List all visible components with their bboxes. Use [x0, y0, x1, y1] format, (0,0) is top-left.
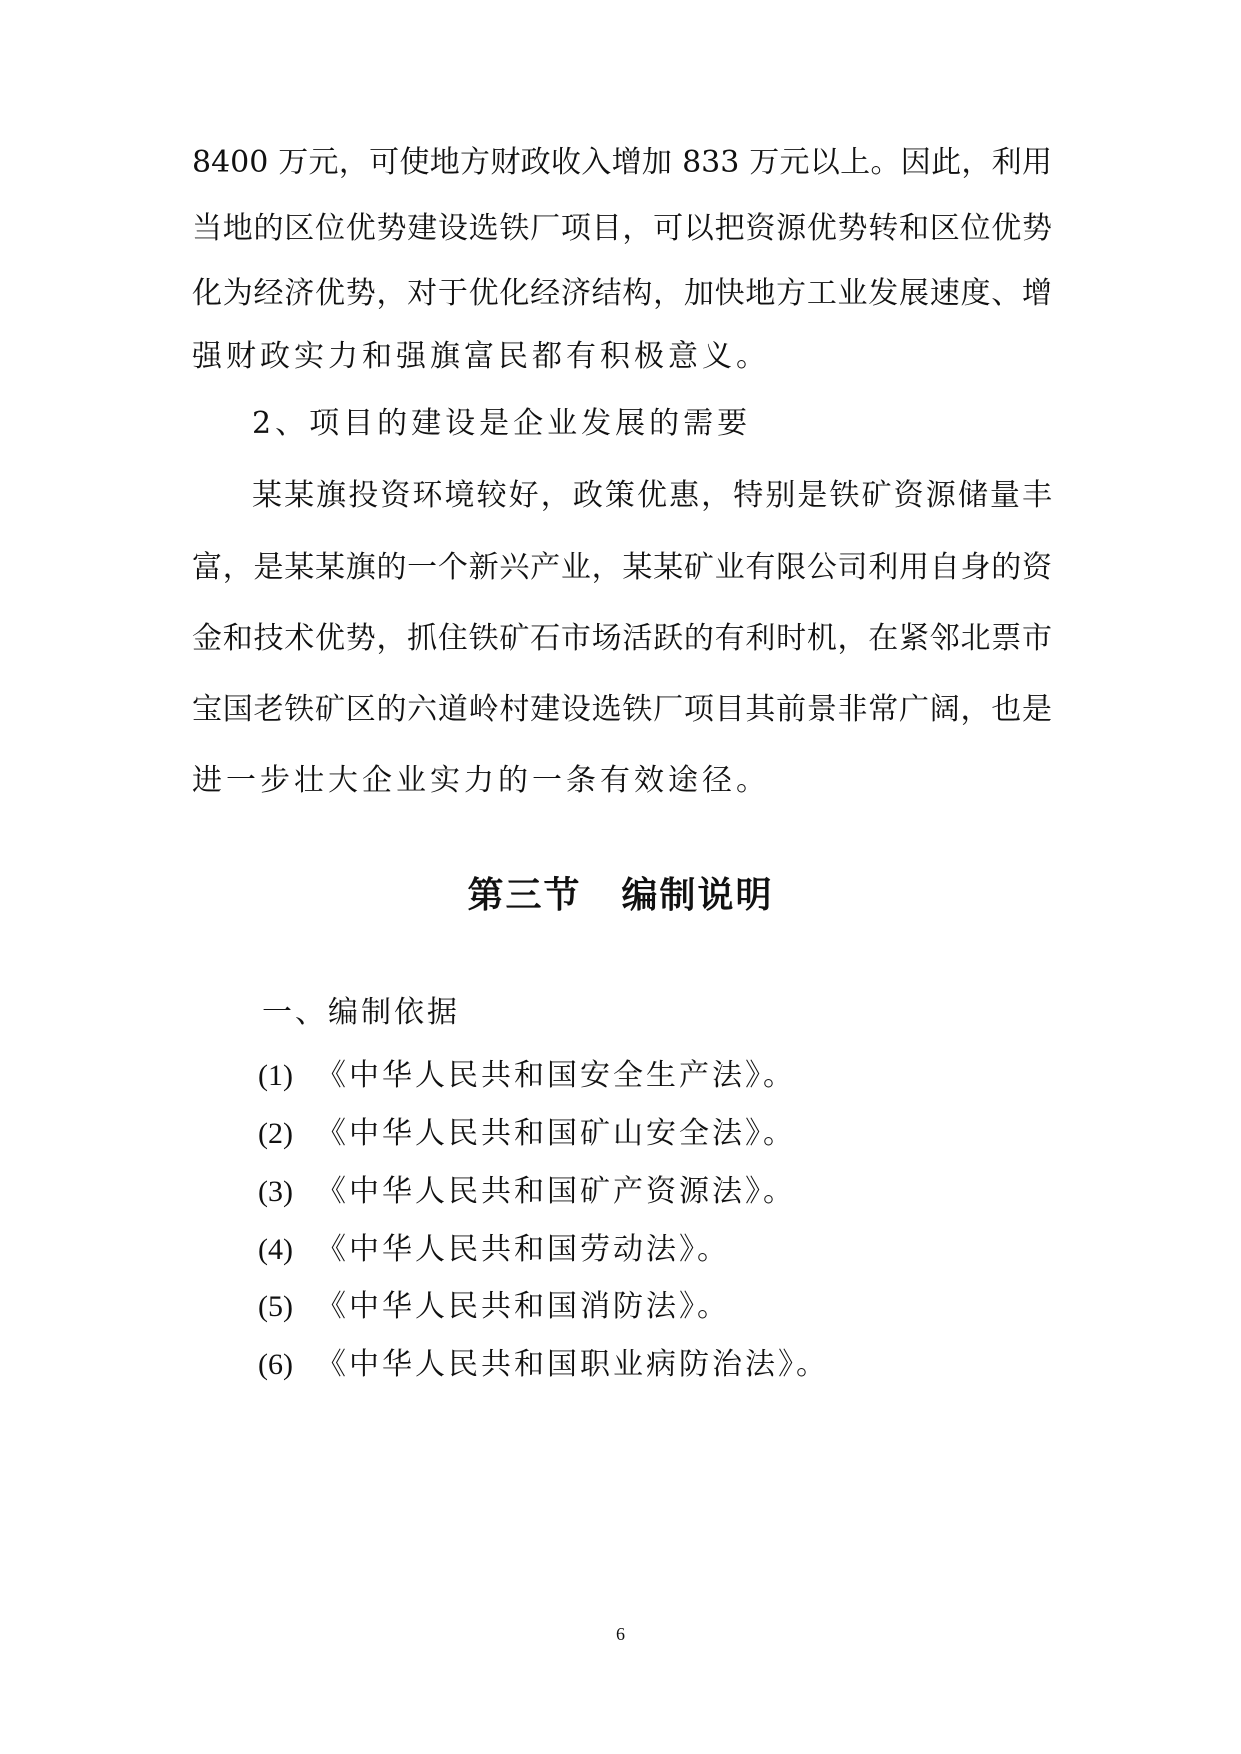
page-number: 6: [616, 1624, 625, 1644]
paragraph-line: 强财政实力和强旗富民都有积极意义。: [192, 339, 770, 374]
paragraph-line: 宝国老铁矿区的六道岭村建设选铁厂项目其前景非常广阔，也是: [192, 692, 1052, 727]
paragraph-line: 金和技术优势，抓住铁矿石市场活跃的有利时机，在紧邻北票市: [192, 621, 1052, 656]
list-item: [258, 1172, 796, 1212]
paragraph-line: 富，是某某旗的一个新兴产业，某某矿业有限公司利用自身的资: [192, 550, 1052, 585]
list-item-number: (5): [258, 1290, 293, 1323]
paragraph-line: 进一步壮大企业实力的一条有效途径。: [192, 763, 770, 798]
list-item-number: (6): [258, 1348, 293, 1381]
list-item: [258, 1230, 730, 1270]
list-item: [258, 1287, 730, 1327]
list-item-text: 《中华人民共和国矿山安全法》。: [316, 1116, 796, 1151]
subheading: 2、项目的建设是企业发展的需要: [252, 406, 752, 441]
list-item-number: (2): [258, 1117, 293, 1150]
section-title: 编制说明: [621, 875, 774, 916]
list-item: [258, 1056, 796, 1096]
list-item-text: 《中华人民共和国职业病防治法》。: [316, 1347, 829, 1382]
list-item-number: (3): [258, 1175, 293, 1208]
list-item-text: 《中华人民共和国安全生产法》。: [316, 1058, 796, 1093]
basis-heading: 一、编制依据: [262, 995, 460, 1030]
paragraph-line: 8400 万元，可使地方财政收入增加 833 万元以上。因此，利用: [192, 145, 1052, 180]
list-item-text: 《中华人民共和国矿产资源法》。: [316, 1174, 796, 1209]
section-heading: [0, 873, 1241, 919]
list-item-text: 《中华人民共和国劳动法》。: [316, 1232, 730, 1267]
paragraph-line: 当地的区位优势建设选铁厂项目，可以把资源优势转和区位优势: [192, 211, 1052, 246]
list-item-number: (4): [258, 1233, 293, 1266]
list-item: [258, 1114, 796, 1154]
list-item-text: 《中华人民共和国消防法》。: [316, 1289, 730, 1324]
paragraph-line: 某某旗投资环境较好，政策优惠，特别是铁矿资源储量丰: [252, 478, 1052, 513]
list-item-number: (1): [258, 1059, 293, 1092]
list-item: [258, 1345, 829, 1385]
section-number: 第三节: [467, 875, 582, 916]
paragraph-line: 化为经济优势，对于优化经济结构，加快地方工业发展速度、增: [192, 276, 1052, 311]
